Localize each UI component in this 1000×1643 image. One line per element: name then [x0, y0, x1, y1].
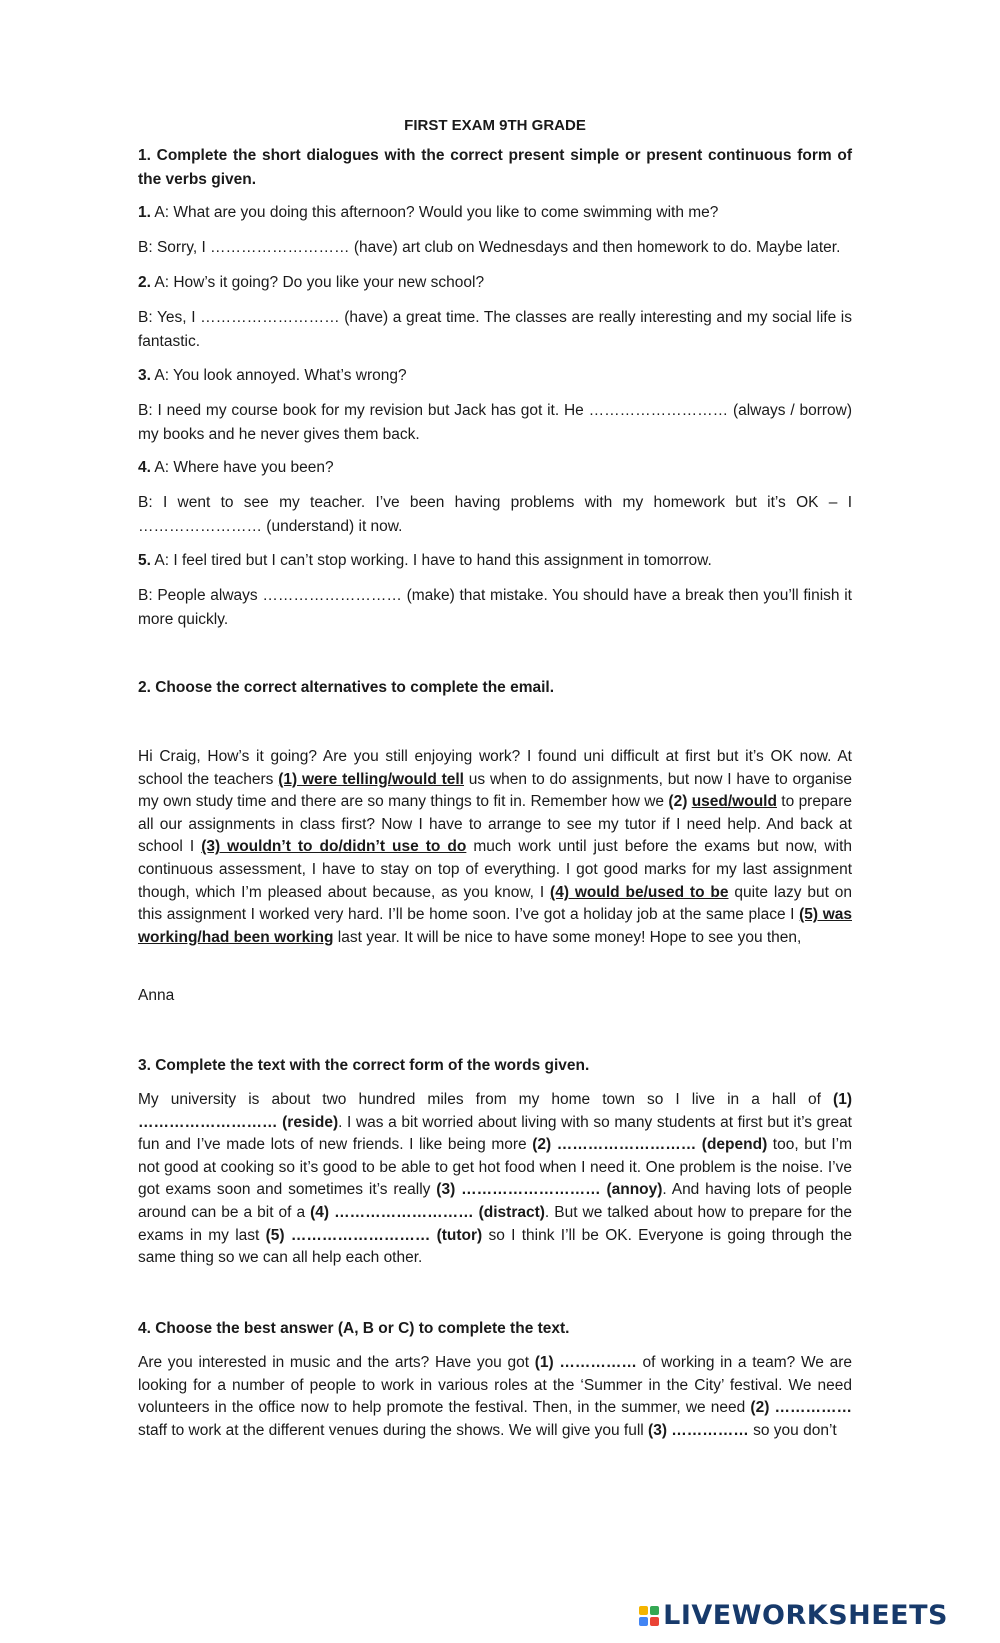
question-number: 1. [138, 204, 151, 221]
body-text: too, but I’m not good at cooking so it’s good to be able to get hot food when I need it. One problem is the noise. I’ve got exams soon and sometimes it’s really [138, 1136, 852, 1199]
body-text: so I think I’ll be OK. Everyone is going through the same thing so we can all help each other. [138, 1226, 852, 1267]
body-text: My university is about two hundred miles from my home town so I live in a hall of [138, 1091, 834, 1108]
logo-mark-icon [639, 1606, 659, 1626]
gap-2[interactable]: (2) …………… [750, 1399, 853, 1417]
option-1: (1) were telling/would tell [278, 770, 464, 788]
email-text: last year. It will be nice to have some money! Hope to see you then, [333, 928, 802, 946]
logo-square-icon [650, 1617, 659, 1626]
question-number: 2. [138, 274, 151, 291]
email-text: Hi Craig, How’s it going? Are you still enjoying work? I found uni difficult at first but it’s OK now. At school the teachers [138, 748, 852, 788]
gap-1[interactable]: (1) …………… [534, 1354, 637, 1371]
section-1-heading: 1. Complete the short dialogues with the correct present simple or present continuous form of the verbs given. [138, 147, 852, 188]
question-number: 4. [138, 459, 151, 476]
option-2-number: (2) [668, 793, 688, 811]
section-4-text [138, 1352, 852, 1442]
option-5: (5) was working/had been working [138, 906, 852, 946]
logo-square-icon [650, 1606, 659, 1615]
dialogue-3-a [138, 364, 852, 388]
body-text: of working in a team? We are looking for a number of people to work in various roles at the ‘Summer in the City’ festival. We need volunteers in the office now to help promote the festival. Then, in the summer, we need [138, 1354, 853, 1417]
gap-3[interactable]: (3) ……………………… (annoy) [436, 1181, 663, 1199]
gap-2[interactable]: (2) ……………………… (depend) [532, 1136, 768, 1154]
dialogue-2-b: B: Yes, I ……………………… (have) a great time. The classes are really interesting and my social life is fantastic. [138, 309, 852, 350]
section-4-heading: 4. Choose the best answer (A, B or C) to complete the text. [138, 1320, 570, 1337]
dialogue-2-a [138, 271, 852, 295]
body-text: . But we talked about how to prepare for the exams in my last [138, 1203, 852, 1244]
section-3-heading: 3. Complete the text with the correct form of the words given. [138, 1057, 590, 1074]
dialogue-4-b: B: I went to see my teacher. I’ve been having problems with my homework but it’s OK – I …………………… (understand) it now. [138, 494, 852, 535]
option-2: used/would [691, 793, 777, 811]
logo-square-icon [639, 1606, 648, 1615]
gap-5[interactable]: (5) ……………………… (tutor) [265, 1226, 483, 1244]
dialogue-text: A: You look annoyed. What’s wrong? [150, 367, 407, 384]
body-text: staff to work at the different venues during the shows. We will give you full [138, 1421, 649, 1439]
section-3-text [138, 1089, 852, 1270]
body-text: . And having lots of people around can be a bit of a [138, 1181, 852, 1221]
section-2-heading: 2. Choose the correct alternatives to complete the email. [138, 679, 555, 696]
email-signature: Anna [138, 987, 175, 1004]
gap-3[interactable]: (3) …………… [648, 1421, 749, 1439]
dialogue-1-b: B: Sorry, I ……………………… (have) art club on Wednesdays and then homework to do. Maybe later. [138, 239, 841, 256]
email-text: to prepare all our assignments in class first? Now I have to arrange to see my tutor if I need help. And back at school I [138, 793, 852, 856]
dialogue-text: A: How’s it going? Do you like your new school? [150, 274, 485, 291]
page-title: FIRST EXAM 9TH GRADE [404, 117, 586, 134]
option-4: (4) would be/used to be [550, 883, 729, 901]
body-text: Are you interested in music and the arts? Have you got [138, 1354, 535, 1371]
dialogue-text: A: What are you doing this afternoon? Would you like to come swimming with me? [150, 204, 719, 221]
dialogue-5-a [138, 549, 852, 573]
question-number: 3. [138, 367, 151, 384]
question-number: 5. [138, 552, 151, 569]
email-text: us when to do assignments, but now I have to organise my own study time and there are so many things to fit in. Remember how we [138, 770, 852, 811]
dialogue-text: A: Where have you been? [150, 459, 334, 476]
dialogue-3-b: B: I need my course book for my revision but Jack has got it. He ……………………… (always / borrow) my books and he never gives them back. [138, 402, 852, 443]
body-text: . I was a bit worried about living with so many students at first but it’s great fun and I’ve made lots of new friends. I like being more [138, 1113, 852, 1154]
dialogue-5-b: B: People always ……………………… (make) that mistake. You should have a break then you’ll finish it more quickly. [138, 587, 852, 628]
dialogue-text: A: I feel tired but I can’t stop working. I have to hand this assignment in tomorrow. [150, 552, 712, 569]
logo-square-icon [639, 1617, 648, 1626]
brand-name: LIVEWORKSHEETS [663, 1600, 948, 1631]
option-3: (3) wouldn’t to do/didn’t use to do [201, 838, 467, 856]
email-body [138, 746, 852, 949]
liveworksheets-logo [639, 1600, 948, 1631]
gap-1[interactable]: (1) ……………………… (reside) [138, 1091, 852, 1131]
body-text: so you don’t [748, 1421, 837, 1439]
dialogue-4-a [138, 456, 852, 480]
email-text: much work until just before the exams but now, with continuous assessment, I have to stay on top of everything. I got good marks for my last assignment though, which I’m pleased about because, as you know, I [138, 838, 852, 901]
dialogue-1-a [138, 201, 852, 225]
gap-4[interactable]: (4) ……………………… (distract) [310, 1203, 545, 1221]
email-text: quite lazy but on this assignment I worked very hard. I’ll be home soon. I’ve got a holiday job at the same place I [138, 883, 852, 924]
